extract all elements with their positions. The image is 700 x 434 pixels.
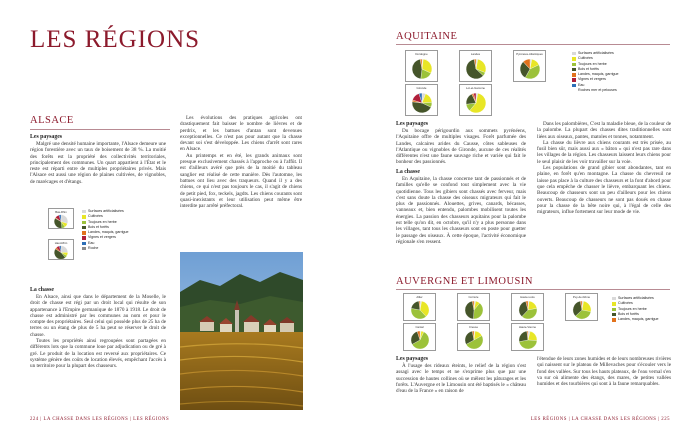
- swatch: [612, 308, 616, 311]
- swatch: [612, 302, 616, 305]
- pie-graphic: [410, 330, 430, 350]
- pie-graphic: [54, 214, 69, 229]
- swatch: [82, 210, 86, 213]
- pie-graphic: [572, 300, 592, 320]
- pie-graphic: [464, 300, 484, 320]
- paragraph: En Alsace, ainsi que dans le département de la Moselle, le droit de chasse est régi par un droit local qui résulte de son appartenance à l'Empire germanique de 1870 à 1918. Le droit de chasse est administré par les communes au nom et pour le compte des propriétaires. Seul celui qui possède plus de 25 ha de terres ou un étang de plus de 5 ha peut se réserver le droit de chasse. Toutes les propriétés ainsi regroupées sont partagées en différents lots que la commune loue par adjudication ou de gré à gré. Le produit de la location est reversé aux propriétaires. Ce système génère des coûts de location élevés, empêchant l'accès à un territoire pour la plupart des chasseurs.: [30, 294, 166, 370]
- pie-chart-correze: Corrèze: [457, 293, 490, 321]
- swatch: [82, 215, 86, 218]
- section-title-aquitaine: AQUITAINE: [396, 31, 458, 42]
- pie-graphic: [54, 245, 69, 260]
- pie-slice: [61, 245, 68, 252]
- pie-chart-cantal: Cantal: [403, 323, 436, 351]
- swatch: [82, 221, 86, 224]
- pie-chart-creuse: Creuse: [457, 323, 490, 351]
- photo-vineyard-village: [180, 252, 303, 410]
- swatch: [572, 57, 576, 60]
- pie-graphic: [464, 330, 484, 350]
- pie-graphic: [410, 300, 430, 320]
- section-divider: [30, 129, 170, 130]
- pie-chart-dordogne: Dordogne: [405, 50, 438, 82]
- section-title-auvergne-limousin: AUVERGNE ET LIMOUSIN: [396, 276, 533, 287]
- swatch: [572, 89, 576, 92]
- paragraph: À l'usage des rideaux éteints, le relief de la région s'est assagi avec le temps et ne s'exprime plus que par une succession de hautes collines où se mêlent les pâturages et les forêts. L'Auvergne et le Limousin ont été baptisés le « château d'eau de la France » en raison de: [396, 363, 526, 395]
- swatch: [572, 52, 576, 55]
- legend-alsace: Surfaces artificialisées Cultivées Toujours en herbe Bois et forêts Landes, maquis, garrigue Vignes et vergers Eau Roche: [82, 209, 129, 251]
- swatch: [82, 236, 86, 239]
- subheading-paysages: Les paysages: [396, 356, 429, 362]
- swatch: [612, 297, 616, 300]
- swatch: [572, 68, 576, 71]
- swatch: [612, 313, 616, 316]
- pie-chart-haute-loire: Haute-Loire: [511, 293, 544, 321]
- page-title: LES RÉGIONS: [30, 26, 201, 53]
- page-footer-right: LES RÉGIONS | LA CHASSE DANS LES RÉGIONS | 225: [530, 417, 670, 422]
- swatch: [572, 73, 576, 76]
- pie-graphic: [518, 330, 538, 350]
- section-divider: [396, 44, 670, 45]
- legend-aquitaine: Surfaces artificialisées Cultivées Toujours en herbe Bois et forêts Landes, maquis, garrigue Vignes et vergers Eau Roches mer et pelouses: [572, 51, 619, 93]
- swatch: [572, 63, 576, 66]
- swatch: [82, 231, 86, 234]
- pie-slice: [464, 301, 473, 319]
- paragraph: Dans les palombières, C'est la maladie bleue, de la couleur de la palombe. La plupart des chasses dites traditionnelles sont liées aux oiseaux, pantes, matoles et tonnes, notamment. La chasse du lièvre aux chiens courants est très prisée, au fusil bien sûr, mais aussi aux « bâton » qui n'est pas rare dans les villages de la région. Les chasseurs laissent leurs chiens pour le seul plaisir de les voir travailler sur la voie. Les populations de grand gibier sont abondantes, tant en plaine, en forêt qu'en montagne. La chasse du chevreuil ne laisse pas place à la culture des chasseurs et la font d'abord pour que cela empêche de chasser le lièvre, embarquant les chiens. Beaucoup de chasseurs sont un peu d'ailleurs pour les chiens ouverts. Beaucoup de chasseurs ne sont pas doués en chasse pour la chasse de la bête noire qui, à l'égal de celle des migrateurs, influe fortement sur leur mode de vie.: [537, 121, 671, 216]
- section-divider: [396, 289, 670, 290]
- pie-chart-bas-rhin: Bas-Rhin: [48, 208, 74, 229]
- pie-chart-haut-rhin: Haut-Rhin: [48, 239, 74, 260]
- section-title-alsace: ALSACE: [30, 115, 74, 126]
- pie-graphic: [465, 58, 487, 80]
- pie-graphic: [518, 300, 538, 320]
- pie-chart-lot-et-garonne: Lot-et-Garonne: [459, 84, 492, 116]
- pie-graphic: [411, 58, 433, 80]
- pie-chart-allier: Allier: [403, 293, 436, 321]
- pie-chart-gironde: Gironde: [405, 84, 438, 116]
- legend-auvergne: Surfaces artificialisées Cultivées Toujours en herbe Bois et forêts Landes, maquis, garrigue: [612, 296, 659, 322]
- landscape-image: [180, 252, 303, 410]
- page-footer-left: 224 | LA CHASSE DANS LES RÉGIONS | LES RÉGIONS: [30, 417, 170, 422]
- swatch: [572, 84, 576, 87]
- pie-slice: [412, 59, 422, 79]
- pie-slice: [519, 340, 537, 349]
- pie-graphic: [519, 58, 541, 80]
- paragraph: Du bocage périgourdin aux sommets pyrénéens, l'Aquitaine offre de multiples visages. Forêt parfumée des Landes, calcaires arides du Causse, côtes sableuses de l'Atlantique ou vignobles de Gironde, aucune de ces réalités différentes n'est une faune sauvage riche et variée qui fait le bonheur des passionnés.: [396, 128, 526, 166]
- paragraph: Les évolutions des pratiques agricoles ont drastiquement fait baisser le nombre de lièvres et de perdrix, et les battues d'antan sont devenues exceptionnelles. Ce n'est pas pour autant que la chasse devant soi s'est développée. Les chiens d'arrêt sont rares en Alsace. Au printemps et en été, les grands animaux sont presque exclusivement chassés à l'approche ou à l'affût. Il est d'ailleurs avéré que près de la moitié du tableau sanglier est réalisé de cette manière. Dès l'automne, les battues ont lieu avec des traqueurs. Quand il y a des chiens, ce qui n'est pas toujours le cas, il s'agit de chiens de petit pied, fox, teckels, jagdts. Les chiens courants sont quasi-inexistants et leur utilisation peut même être interdite par arrêté préfectoral.: [180, 115, 302, 210]
- pie-chart-puy-de-dome: Puy-de-Dôme: [565, 293, 598, 321]
- paragraph: l'étendue de leurs zones humides et de leurs nombreuses rivières qui naissent sur le plateau de Millevaches pour s'écouler vers le fond des vallées. Sur tous les hauts plateaux, de l'eau vernal s'en va sur où alimente des étangs, des mares, de petites vallées humides et des tourbières qui sont à la faune remarquables.: [537, 356, 671, 388]
- pie-chart-landes: Landes: [459, 50, 492, 82]
- swatch: [572, 78, 576, 81]
- paragraph: Malgré une densité humaine importante, l'Alsace demeure une région forestière avec un taux de boisement de 38 %. La moitié des forêts est la propriété des collectivités territoriales, principalement des communes. Un quart appartient à l'État et le reste est réparti entre de multiples propriétaires privés. Mais l'Alsace est aussi une région de plaines cultivées, de vignobles, de marécages et d'étangs.: [30, 141, 166, 185]
- pie-chart-haute-vienne: Haute-Vienne: [511, 323, 544, 351]
- subheading-paysages: Les paysages: [30, 134, 63, 140]
- pie-graphic: [465, 92, 487, 114]
- swatch: [612, 318, 616, 321]
- subheading-chasse: La chasse: [30, 287, 54, 293]
- subheading-chasse: La chasse: [396, 169, 420, 175]
- pie-graphic: [411, 92, 433, 114]
- pie-slice: [518, 331, 527, 342]
- swatch: [82, 247, 86, 250]
- pie-slice: [411, 301, 420, 310]
- subheading-paysages: Les paysages: [396, 121, 429, 127]
- pie-chart-pyrenees-atlantiques: Pyrénées-Atlantiques: [513, 50, 546, 82]
- paragraph: En Aquitaine, la chasse concerne tant de passionnés et de familles qu'elle se confond tout simplement avec la vie quotidienne. Tous les gibiers sont chassés avec ferveur, mais c'est sans doute la chasse des oiseaux migrateurs qui fait le plus de passionnés. Alouettes, grives, canards, bécasses, vanneaux et, bien entendu, palombes mobilisent toutes les énergies. La passion des chasseurs aquitains pour la palombe est telle qu'on dit, en octobre, qu'il n'y a plus personne dans les villages, tant tous les chasseurs sont en poste pour guetter le passage des oiseaux. À cette époque, l'activité économique régionale s'en ressent.: [396, 176, 526, 245]
- swatch: [82, 226, 86, 229]
- swatch: [82, 242, 86, 245]
